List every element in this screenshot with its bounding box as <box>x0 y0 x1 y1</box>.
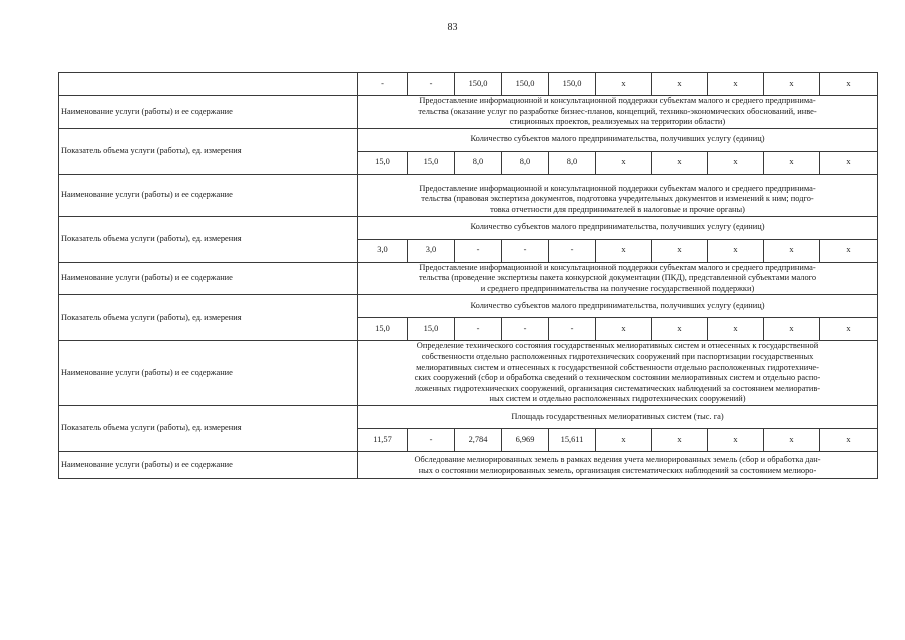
value-cell: 15,0 <box>358 151 408 174</box>
service-description <box>358 262 878 295</box>
value-cell: x <box>652 73 708 96</box>
value-cell: 150,0 <box>502 73 549 96</box>
value-cell: 150,0 <box>455 73 502 96</box>
service-name-row <box>59 174 878 216</box>
service-description-line: и среднего предпринимательства на получение государственной поддержки) <box>480 283 755 293</box>
value-cell: x <box>708 318 764 341</box>
indicator-label: Показатель объема услуги (работы), ед. измерения <box>59 295 358 341</box>
value-cell: x <box>596 428 652 451</box>
service-description <box>358 96 878 129</box>
value-cell: 3,0 <box>408 239 455 262</box>
value-cell: - <box>358 73 408 96</box>
value-cell: x <box>820 73 878 96</box>
service-volume-table <box>58 72 878 479</box>
service-description-line: Предоставление информационной и консультационной поддержки субъектам малого и среднего предпринима- <box>419 96 816 105</box>
service-name-row <box>59 341 878 406</box>
service-description-line: тельства (правовая экспертиза документов, подготовка учредительных документов и изменений к ним; подго- <box>421 194 814 204</box>
value-cell: 11,57 <box>358 428 408 451</box>
value-cell: 150,0 <box>549 73 596 96</box>
service-name-label: Наименование услуги (работы) и ее содержание <box>59 341 358 406</box>
service-description-line: ных о состоянии мелиорированных земель, организация систематических наблюдений за состоянием мелиоро- <box>418 465 817 475</box>
service-description-line: Определение технического состояния государственных мелиоративных систем и отнесенных к государственной <box>416 341 819 351</box>
service-description-line: тельства (оказание услуг по разработке бизнес-планов, концепций, технико-экономических обоснований, инве- <box>418 106 817 116</box>
indicator-row <box>59 405 878 428</box>
value-cell: x <box>820 318 878 341</box>
value-cell: - <box>408 428 455 451</box>
value-cell: x <box>820 239 878 262</box>
service-description-line: Обследование мелиорированных земель в рамках ведения учета мелиорированных земель (сбор и обработка дан- <box>414 454 821 464</box>
indicator-label: Показатель объема услуги (работы), ед. измерения <box>59 216 358 262</box>
value-cell: - <box>455 239 502 262</box>
empty-label-cell <box>59 73 358 96</box>
value-cell: x <box>652 151 708 174</box>
value-cell: x <box>764 151 820 174</box>
service-description-line: мелиоративных систем и отнесенных к государственной собственности отдельно расположенных гидротехниче- <box>416 362 819 372</box>
value-cell: - <box>502 239 549 262</box>
values-row <box>59 73 878 96</box>
indicator-row <box>59 216 878 239</box>
value-cell: x <box>708 239 764 262</box>
service-description-line: Предоставление информационной и консультационной поддержки субъектам малого и среднего предпринима- <box>419 183 816 193</box>
indicator-label: Показатель объема услуги (работы), ед. измерения <box>59 405 358 451</box>
service-name-label: Наименование услуги (работы) и ее содержание <box>59 262 358 295</box>
value-cell: 3,0 <box>358 239 408 262</box>
value-cell: x <box>652 318 708 341</box>
service-description-line: ских сооружений (сбор и обработка сведений о техническом состоянии мелиоративных систем и отдельно распо- <box>414 373 821 383</box>
value-cell: x <box>708 151 764 174</box>
value-cell: - <box>455 318 502 341</box>
value-cell: 15,0 <box>358 318 408 341</box>
service-description-line: ных систем и отдельно расположенных гидротехнических сооружений) <box>489 394 746 404</box>
indicator-unit: Площадь государственных мелиоративных систем (тыс. га) <box>358 405 878 428</box>
value-cell: x <box>596 151 652 174</box>
value-cell: x <box>764 73 820 96</box>
value-cell: x <box>596 318 652 341</box>
indicator-unit: Количество субъектов малого предпринимательства, получивших услугу (единиц) <box>358 128 878 151</box>
service-description <box>358 174 878 216</box>
value-cell: x <box>596 239 652 262</box>
service-description-line: стиционных проектов, реализуемых на территории области) <box>509 117 726 127</box>
service-name-label: Наименование услуги (работы) и ее содержание <box>59 96 358 129</box>
value-cell: 8,0 <box>549 151 596 174</box>
value-cell: x <box>652 428 708 451</box>
value-cell: 8,0 <box>455 151 502 174</box>
service-name-label: Наименование услуги (работы) и ее содержание <box>59 174 358 216</box>
service-description-line: тельства (проведение экспертизы пакета конкурсной документации (ПКД), представленной субъектами малого <box>418 273 817 283</box>
value-cell: x <box>764 239 820 262</box>
indicator-unit: Количество субъектов малого предпринимательства, получивших услугу (единиц) <box>358 216 878 239</box>
value-cell: x <box>820 428 878 451</box>
page-number: 83 <box>447 22 458 33</box>
indicator-row <box>59 295 878 318</box>
service-description <box>358 341 878 406</box>
service-name-label: Наименование услуги (работы) и ее содержание <box>59 451 358 478</box>
value-cell: 8,0 <box>502 151 549 174</box>
service-description <box>358 451 878 478</box>
value-cell: - <box>549 318 596 341</box>
service-name-row <box>59 451 878 478</box>
value-cell: - <box>502 318 549 341</box>
indicator-row <box>59 128 878 151</box>
value-cell: - <box>408 73 455 96</box>
value-cell: - <box>549 239 596 262</box>
value-cell: 15,0 <box>408 318 455 341</box>
value-cell: x <box>820 151 878 174</box>
service-description-line: товка отчетности для предпринимателей в налоговые и прочие органы) <box>490 204 745 214</box>
value-cell: x <box>708 428 764 451</box>
service-description-line: ложенных гидротехнических сооружений, организация систематических наблюдений за состоянием мелиоратив- <box>414 383 821 393</box>
indicator-label: Показатель объема услуги (работы), ед. измерения <box>59 128 358 174</box>
service-name-row <box>59 96 878 129</box>
value-cell: 15,0 <box>408 151 455 174</box>
service-description-line: Предоставление информационной и консультационной поддержки субъектам малого и среднего предпринима- <box>419 262 816 272</box>
value-cell: x <box>764 318 820 341</box>
value-cell: x <box>708 73 764 96</box>
service-description-line: собственности отдельно расположенных гидротехнических сооружений при паспортизации государственных <box>421 351 814 361</box>
value-cell: x <box>764 428 820 451</box>
table-body <box>59 73 878 479</box>
service-name-row <box>59 262 878 295</box>
value-cell: 2,784 <box>455 428 502 451</box>
value-cell: x <box>652 239 708 262</box>
value-cell: 6,969 <box>502 428 549 451</box>
indicator-unit: Количество субъектов малого предпринимательства, получивших услугу (единиц) <box>358 295 878 318</box>
value-cell: 15,611 <box>549 428 596 451</box>
value-cell: x <box>596 73 652 96</box>
